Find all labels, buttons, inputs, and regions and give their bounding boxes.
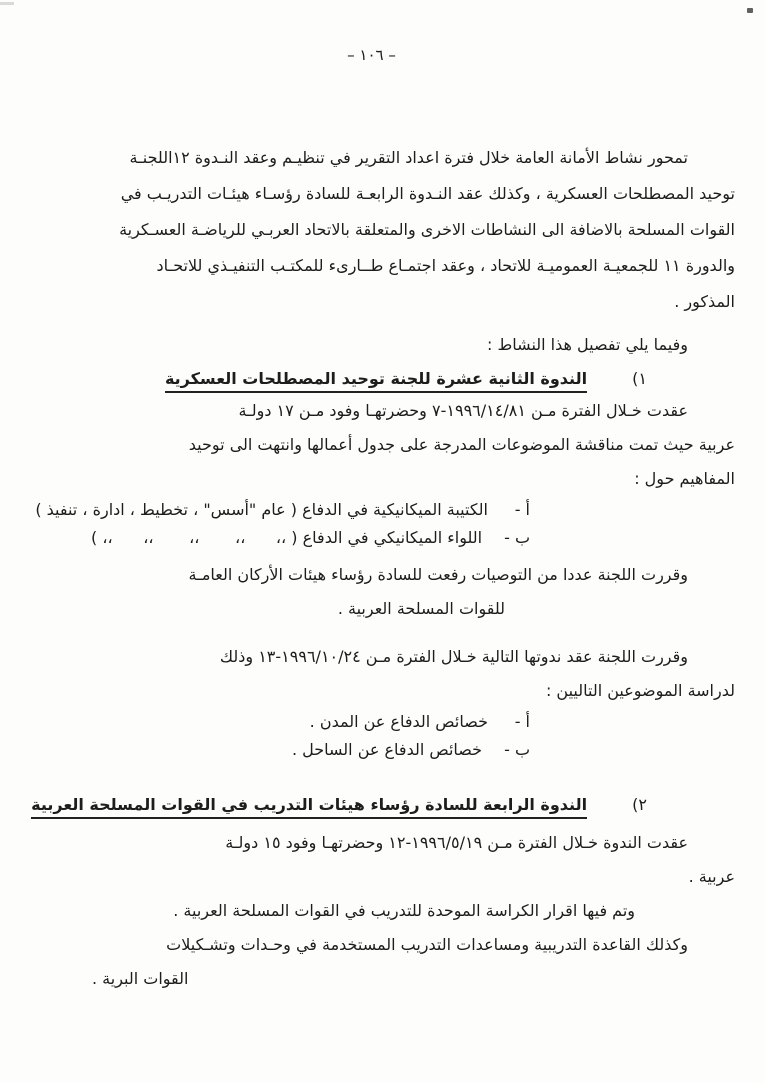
section-1-list-1 <box>35 496 735 552</box>
list-item <box>35 496 735 524</box>
list-item-marker: ب - <box>504 528 530 547</box>
list-item-marker: أ - <box>514 500 530 519</box>
lead-in <box>84 328 735 362</box>
text-line: وقررت اللجنة عددا من التوصيات رفعت للسادة رؤساء هيئات الأركان العامـة <box>188 565 688 584</box>
list-item-text: خصائص الدفاع عن المدن . <box>309 712 488 731</box>
spacer <box>84 764 735 788</box>
text-line: المذكور . <box>674 292 735 311</box>
list-item-marker: ب - <box>504 740 530 759</box>
section-1-paragraph-1 <box>84 394 735 496</box>
section-number: ٢) <box>632 795 647 814</box>
text-line: وقررت اللجنة عقد ندوتها التالية خـلال الفترة مـن ⁦١٩٩٦/١٠/٢٤-١٣⁩ وذلك <box>219 647 688 666</box>
section-1-heading <box>84 364 735 394</box>
scan-artifact-smudge <box>0 2 14 5</box>
text-line: عقدت الندوة خـلال الفترة مـن ⁦١٩٩٦/٥/١٩-١٢⁩ وحضرتهـا وفود ١٥ دولـة <box>225 833 688 852</box>
text-line: للقوات المسلحة العربية . <box>337 599 505 618</box>
list-item <box>84 736 735 764</box>
section-2-paragraph-2 <box>84 894 735 928</box>
text-line: عربية . <box>688 867 735 886</box>
text-line: عربية حيث تمت مناقشة الموضوعات المدرجة على جدول أعمالها وانتهت الى توحيد <box>188 435 735 454</box>
scan-artifact-speck <box>747 8 753 13</box>
section-1-paragraph-3 <box>84 640 735 708</box>
text-line: وتم فيها اقرار الكراسة الموحدة للتدريب في القوات المسلحة العربية . <box>173 901 635 920</box>
spacer <box>84 626 735 640</box>
list-item-text: الكتيبة الميكانيكية في الدفاع ( عام "أسس" ، تخطيط ، ادارة ، تنفيذ ) <box>35 500 488 519</box>
text-line: تمحور نشاط الأمانة العامة خلال فترة اعداد التقرير في تنظيـم وعقد النـدوة ١٢اللجنـة <box>129 148 688 167</box>
text-line: وكذلك القاعدة التدريبية ومساعدات التدريب المستخدمة في وحـدات وتشـكيلات <box>166 935 688 954</box>
list-item <box>84 708 735 736</box>
section-1-list-2 <box>84 708 735 764</box>
list-item-text: اللواء الميكانيكي في الدفاع ( ،، ،، ،، ،، ،، ) <box>91 528 483 547</box>
intro-paragraph <box>84 140 735 320</box>
text-line: والدورة ١١ للجمعيـة العموميـة للاتحاد ، وعقد اجتمـاع طــارىء للمكتـب التنفيـذي للاتحـاد <box>156 256 735 275</box>
list-item-text: خصائص الدفاع عن الساحل . <box>291 740 483 759</box>
spacer <box>84 320 735 328</box>
section-2-heading <box>31 790 735 820</box>
document-body <box>31 140 735 996</box>
list-item-marker: أ - <box>514 712 530 731</box>
text-line: القوات المسلحة بالاضافة الى النشاطات الاخرى والمتعلقة بالاتحاد العربـي للرياضـة العسـكرية <box>119 220 735 239</box>
list-item <box>84 524 735 552</box>
text-line: لدراسة الموضوعين التاليين : <box>545 681 735 700</box>
page-number: – ١٠٦ – <box>347 46 396 64</box>
text-line: المفاهيم حول : <box>634 469 735 488</box>
section-1-paragraph-2 <box>84 558 735 626</box>
section-2-paragraph-3 <box>84 928 735 996</box>
text-line: القوات البرية . <box>92 969 189 988</box>
section-title: الندوة الثانية عشرة للجنة توحيد المصطلحات العسكرية <box>165 369 587 393</box>
text-line: عقدت خـلال الفترة مـن ⁦١٩٩٦/١٤/٨١-٧⁩ وحضرتهـا وفود مـن ١٧ دولـة <box>238 401 688 420</box>
section-title: الندوة الرابعة للسادة رؤساء هيئات التدريب في القوات المسلحة العربية <box>31 795 587 819</box>
section-2-paragraph-1 <box>84 826 735 894</box>
text-line: توحيد المصطلحات العسكرية ، وكذلك عقد النـدوة الرابعـة للسادة رؤسـاء هيئـات التدريـب في <box>120 184 735 203</box>
text-line: وفيما يلي تفصيل هذا النشاط : <box>487 335 688 354</box>
section-number: ١) <box>632 369 647 388</box>
